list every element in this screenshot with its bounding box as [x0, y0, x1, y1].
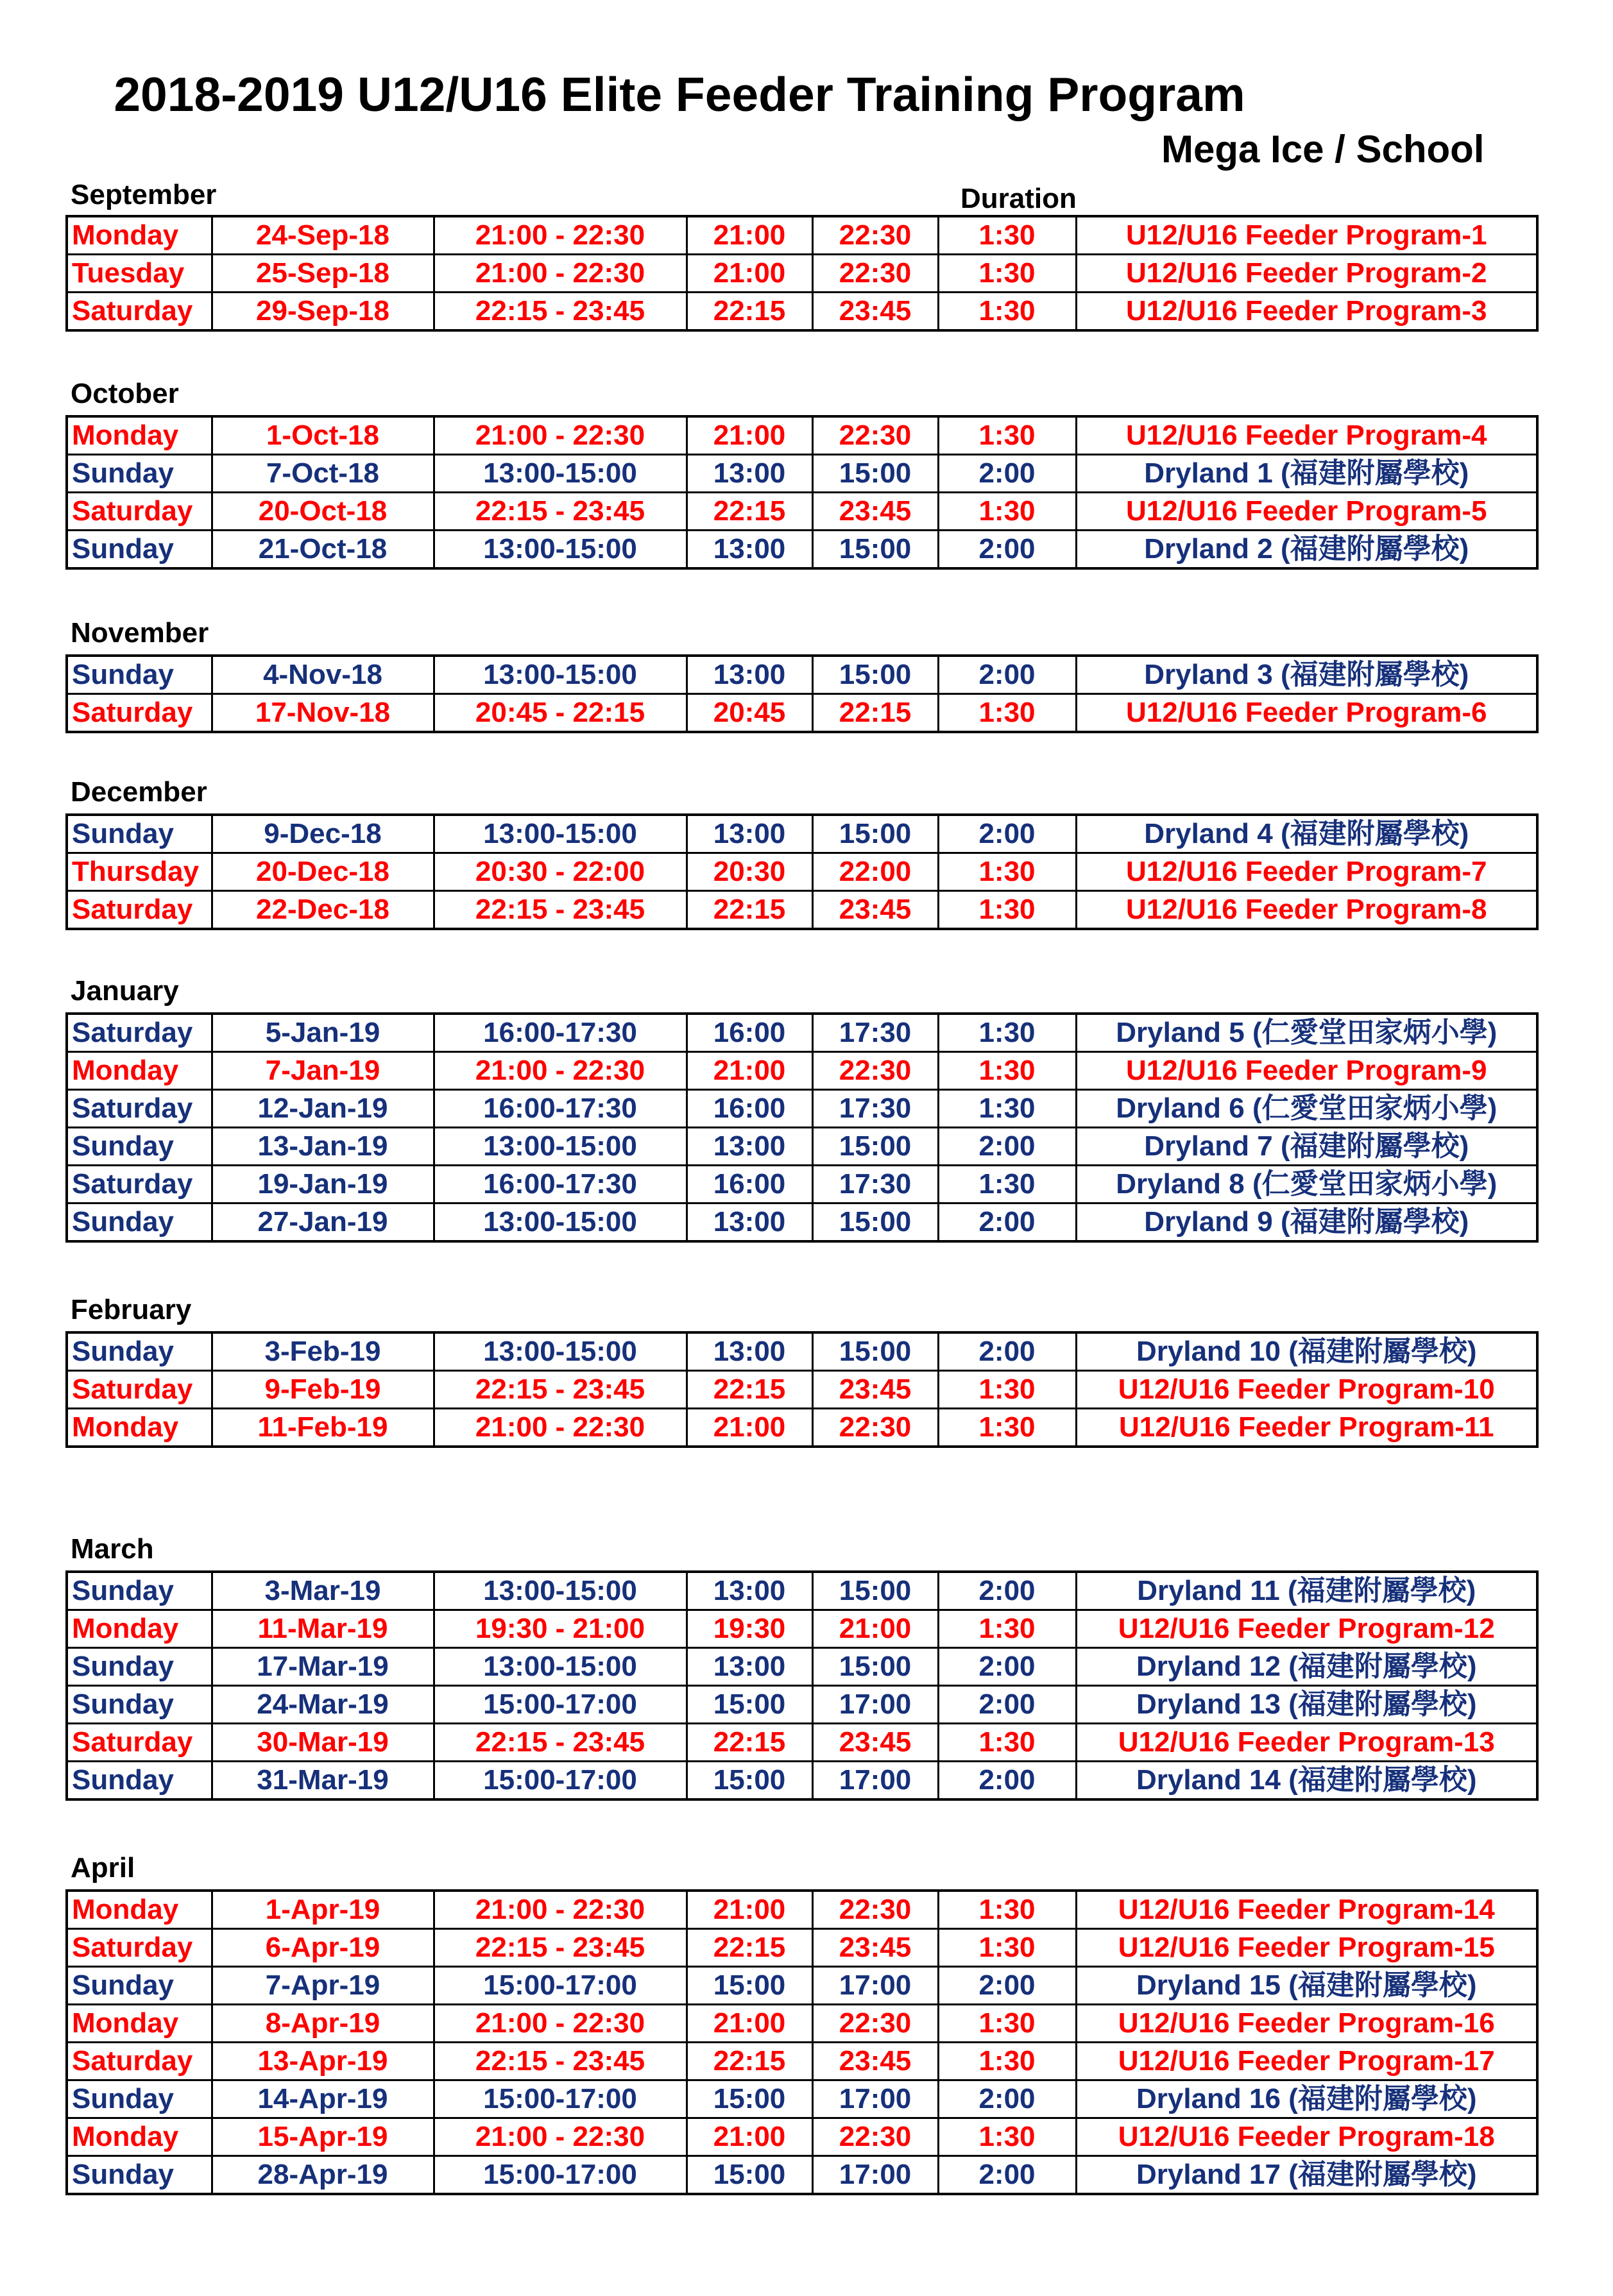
schedule-row	[67, 1967, 1537, 2005]
schedule-row	[67, 853, 1537, 891]
start-time-cell: 22:15	[687, 2043, 812, 2080]
duration-cell: 2:00	[938, 1128, 1076, 1166]
time-range-cell: 13:00-15:00	[434, 656, 687, 694]
duration-cell: 2:00	[938, 1648, 1076, 1686]
session-cell: U12/U16 Feeder Program-7	[1076, 853, 1537, 891]
schedule-row	[67, 1572, 1537, 1610]
schedule-row	[67, 815, 1537, 853]
duration-cell: 1:30	[938, 293, 1076, 331]
schedule-row	[67, 1203, 1537, 1242]
end-time-cell: 22:15	[812, 694, 938, 733]
time-range-cell: 15:00-17:00	[434, 1762, 687, 1800]
time-range-cell: 21:00 - 22:30	[434, 1409, 687, 1447]
time-range-cell: 21:00 - 22:30	[434, 416, 687, 455]
session-cell: U12/U16 Feeder Program-13	[1076, 1724, 1537, 1762]
session-cell: U12/U16 Feeder Program-14	[1076, 1891, 1537, 1929]
time-range-cell: 16:00-17:30	[434, 1014, 687, 1052]
start-time-cell: 19:30	[687, 1610, 812, 1648]
schedule-row	[67, 1929, 1537, 1967]
month-label-april: April	[71, 1852, 135, 1884]
session-cell: U12/U16 Feeder Program-6	[1076, 694, 1537, 733]
duration-cell: 1:30	[938, 1929, 1076, 1967]
session-cell: U12/U16 Feeder Program-9	[1076, 1052, 1537, 1090]
start-time-cell: 20:45	[687, 694, 812, 733]
date-cell: 13-Jan-19	[212, 1128, 434, 1166]
date-cell: 9-Feb-19	[212, 1371, 434, 1409]
start-time-cell: 22:15	[687, 493, 812, 531]
session-cell: Dryland 2 (福建附屬學校)	[1076, 531, 1537, 569]
duration-cell: 2:00	[938, 815, 1076, 853]
day-cell: Saturday	[67, 2043, 212, 2080]
schedule-row	[67, 1724, 1537, 1762]
day-cell: Monday	[67, 416, 212, 455]
start-time-cell: 21:00	[687, 2118, 812, 2156]
end-time-cell: 17:30	[812, 1014, 938, 1052]
end-time-cell: 22:30	[812, 1052, 938, 1090]
session-cell: U12/U16 Feeder Program-11	[1076, 1409, 1537, 1447]
time-range-cell: 13:00-15:00	[434, 815, 687, 853]
session-cell: Dryland 17 (福建附屬學校)	[1076, 2156, 1537, 2195]
start-time-cell: 13:00	[687, 1648, 812, 1686]
schedule-row	[67, 1891, 1537, 1929]
schedule-row	[67, 416, 1537, 455]
date-cell: 7-Oct-18	[212, 455, 434, 493]
end-time-cell: 22:30	[812, 216, 938, 255]
day-cell: Sunday	[67, 1648, 212, 1686]
end-time-cell: 15:00	[812, 1332, 938, 1371]
end-time-cell: 22:00	[812, 853, 938, 891]
time-range-cell: 15:00-17:00	[434, 1967, 687, 2005]
duration-cell: 2:00	[938, 1572, 1076, 1610]
duration-cell: 1:30	[938, 891, 1076, 930]
session-cell: Dryland 3 (福建附屬學校)	[1076, 656, 1537, 694]
day-cell: Sunday	[67, 531, 212, 569]
end-time-cell: 17:30	[812, 1166, 938, 1203]
schedule-row	[67, 891, 1537, 930]
schedule-row	[67, 1014, 1537, 1052]
session-cell: U12/U16 Feeder Program-8	[1076, 891, 1537, 930]
schedule-table-march	[65, 1570, 1539, 1801]
session-cell: Dryland 11 (福建附屬學校)	[1076, 1572, 1537, 1610]
schedule-table-february	[65, 1331, 1539, 1448]
schedule-row	[67, 1371, 1537, 1409]
session-cell: Dryland 4 (福建附屬學校)	[1076, 815, 1537, 853]
date-cell: 21-Oct-18	[212, 531, 434, 569]
end-time-cell: 15:00	[812, 1648, 938, 1686]
session-cell: Dryland 12 (福建附屬學校)	[1076, 1648, 1537, 1686]
session-cell: Dryland 1 (福建附屬學校)	[1076, 455, 1537, 493]
time-range-cell: 21:00 - 22:30	[434, 216, 687, 255]
time-range-cell: 22:15 - 23:45	[434, 1371, 687, 1409]
duration-cell: 2:00	[938, 1686, 1076, 1724]
date-cell: 3-Feb-19	[212, 1332, 434, 1371]
date-cell: 14-Apr-19	[212, 2080, 434, 2118]
time-range-cell: 21:00 - 22:30	[434, 255, 687, 293]
start-time-cell: 15:00	[687, 2156, 812, 2195]
schedule-table-january	[65, 1012, 1539, 1243]
duration-cell: 2:00	[938, 455, 1076, 493]
day-cell: Monday	[67, 2118, 212, 2156]
duration-column-label: Duration	[960, 183, 1077, 214]
date-cell: 3-Mar-19	[212, 1572, 434, 1610]
start-time-cell: 21:00	[687, 2005, 812, 2043]
duration-cell: 1:30	[938, 255, 1076, 293]
session-cell: Dryland 15 (福建附屬學校)	[1076, 1967, 1537, 2005]
month-label-january: January	[71, 975, 179, 1007]
session-cell: U12/U16 Feeder Program-15	[1076, 1929, 1537, 1967]
duration-cell: 2:00	[938, 1203, 1076, 1242]
end-time-cell: 17:30	[812, 1090, 938, 1128]
schedule-row	[67, 1686, 1537, 1724]
duration-cell: 1:30	[938, 853, 1076, 891]
month-label-october: October	[71, 378, 179, 409]
schedule-row	[67, 2080, 1537, 2118]
schedule-table-october	[65, 415, 1539, 570]
time-range-cell: 22:15 - 23:45	[434, 891, 687, 930]
day-cell: Monday	[67, 1052, 212, 1090]
date-cell: 28-Apr-19	[212, 2156, 434, 2195]
session-cell: U12/U16 Feeder Program-2	[1076, 255, 1537, 293]
start-time-cell: 13:00	[687, 455, 812, 493]
day-cell: Sunday	[67, 1762, 212, 1800]
schedule-row	[67, 2043, 1537, 2080]
time-range-cell: 22:15 - 23:45	[434, 1724, 687, 1762]
date-cell: 11-Mar-19	[212, 1610, 434, 1648]
day-cell: Tuesday	[67, 255, 212, 293]
schedule-row	[67, 531, 1537, 569]
schedule-table-november	[65, 654, 1539, 733]
end-time-cell: 15:00	[812, 815, 938, 853]
session-cell: Dryland 13 (福建附屬學校)	[1076, 1686, 1537, 1724]
session-cell: U12/U16 Feeder Program-5	[1076, 493, 1537, 531]
session-cell: Dryland 14 (福建附屬學校)	[1076, 1762, 1537, 1800]
date-cell: 24-Sep-18	[212, 216, 434, 255]
start-time-cell: 16:00	[687, 1166, 812, 1203]
start-time-cell: 21:00	[687, 1052, 812, 1090]
day-cell: Monday	[67, 216, 212, 255]
time-range-cell: 13:00-15:00	[434, 1203, 687, 1242]
date-cell: 11-Feb-19	[212, 1409, 434, 1447]
end-time-cell: 23:45	[812, 1371, 938, 1409]
schedule-row	[67, 1166, 1537, 1203]
day-cell: Monday	[67, 1891, 212, 1929]
duration-cell: 1:30	[938, 1724, 1076, 1762]
time-range-cell: 22:15 - 23:45	[434, 1929, 687, 1967]
start-time-cell: 13:00	[687, 656, 812, 694]
time-range-cell: 21:00 - 22:30	[434, 1052, 687, 1090]
schedule-row	[67, 293, 1537, 331]
end-time-cell: 17:00	[812, 1762, 938, 1800]
end-time-cell: 22:30	[812, 416, 938, 455]
end-time-cell: 15:00	[812, 531, 938, 569]
time-range-cell: 13:00-15:00	[434, 1572, 687, 1610]
end-time-cell: 23:45	[812, 493, 938, 531]
time-range-cell: 21:00 - 22:30	[434, 2118, 687, 2156]
start-time-cell: 13:00	[687, 1572, 812, 1610]
day-cell: Saturday	[67, 1090, 212, 1128]
start-time-cell: 16:00	[687, 1090, 812, 1128]
end-time-cell: 22:30	[812, 1891, 938, 1929]
schedule-row	[67, 255, 1537, 293]
month-label-december: December	[71, 776, 207, 808]
end-time-cell: 15:00	[812, 1128, 938, 1166]
start-time-cell: 20:30	[687, 853, 812, 891]
session-cell: U12/U16 Feeder Program-12	[1076, 1610, 1537, 1648]
end-time-cell: 22:30	[812, 1409, 938, 1447]
start-time-cell: 13:00	[687, 815, 812, 853]
end-time-cell: 23:45	[812, 293, 938, 331]
day-cell: Sunday	[67, 1203, 212, 1242]
day-cell: Sunday	[67, 1332, 212, 1371]
date-cell: 6-Apr-19	[212, 1929, 434, 1967]
schedule-row	[67, 1409, 1537, 1447]
page-title: 2018-2019 U12/U16 Elite Feeder Training Program	[114, 67, 1245, 121]
schedule-row	[67, 1648, 1537, 1686]
start-time-cell: 13:00	[687, 531, 812, 569]
end-time-cell: 21:00	[812, 1610, 938, 1648]
schedule-row	[67, 1332, 1537, 1371]
session-cell: Dryland 5 (仁愛堂田家炳小學)	[1076, 1014, 1537, 1052]
schedule-row	[67, 2005, 1537, 2043]
start-time-cell: 21:00	[687, 216, 812, 255]
duration-cell: 1:30	[938, 2118, 1076, 2156]
date-cell: 17-Mar-19	[212, 1648, 434, 1686]
duration-cell: 1:30	[938, 1409, 1076, 1447]
end-time-cell: 23:45	[812, 891, 938, 930]
session-cell: U12/U16 Feeder Program-10	[1076, 1371, 1537, 1409]
date-cell: 8-Apr-19	[212, 2005, 434, 2043]
time-range-cell: 13:00-15:00	[434, 531, 687, 569]
start-time-cell: 13:00	[687, 1203, 812, 1242]
duration-cell: 1:30	[938, 1090, 1076, 1128]
session-cell: U12/U16 Feeder Program-18	[1076, 2118, 1537, 2156]
day-cell: Saturday	[67, 1724, 212, 1762]
end-time-cell: 22:30	[812, 255, 938, 293]
day-cell: Sunday	[67, 1967, 212, 2005]
start-time-cell: 22:15	[687, 293, 812, 331]
month-label-september: September	[71, 179, 217, 210]
month-label-february: February	[71, 1294, 192, 1325]
end-time-cell: 22:30	[812, 2005, 938, 2043]
time-range-cell: 15:00-17:00	[434, 2156, 687, 2195]
schedule-row	[67, 2118, 1537, 2156]
end-time-cell: 22:30	[812, 2118, 938, 2156]
start-time-cell: 22:15	[687, 1929, 812, 1967]
end-time-cell: 23:45	[812, 1929, 938, 1967]
day-cell: Sunday	[67, 1128, 212, 1166]
start-time-cell: 15:00	[687, 1967, 812, 2005]
day-cell: Saturday	[67, 891, 212, 930]
time-range-cell: 21:00 - 22:30	[434, 2005, 687, 2043]
day-cell: Saturday	[67, 293, 212, 331]
time-range-cell: 21:00 - 22:30	[434, 1891, 687, 1929]
end-time-cell: 15:00	[812, 1572, 938, 1610]
session-cell: U12/U16 Feeder Program-17	[1076, 2043, 1537, 2080]
schedule-row	[67, 493, 1537, 531]
time-range-cell: 22:15 - 23:45	[434, 2043, 687, 2080]
session-cell: Dryland 7 (福建附屬學校)	[1076, 1128, 1537, 1166]
date-cell: 15-Apr-19	[212, 2118, 434, 2156]
duration-cell: 1:30	[938, 694, 1076, 733]
day-cell: Monday	[67, 1610, 212, 1648]
day-cell: Saturday	[67, 1014, 212, 1052]
date-cell: 5-Jan-19	[212, 1014, 434, 1052]
duration-cell: 2:00	[938, 1332, 1076, 1371]
date-cell: 22-Dec-18	[212, 891, 434, 930]
session-cell: Dryland 6 (仁愛堂田家炳小學)	[1076, 1090, 1537, 1128]
start-time-cell: 21:00	[687, 416, 812, 455]
duration-cell: 1:30	[938, 493, 1076, 531]
schedule-row	[67, 1128, 1537, 1166]
time-range-cell: 16:00-17:30	[434, 1090, 687, 1128]
schedule-row	[67, 694, 1537, 733]
session-cell: Dryland 10 (福建附屬學校)	[1076, 1332, 1537, 1371]
day-cell: Saturday	[67, 493, 212, 531]
duration-cell: 1:30	[938, 2043, 1076, 2080]
end-time-cell: 15:00	[812, 656, 938, 694]
month-label-november: November	[71, 617, 209, 649]
date-cell: 31-Mar-19	[212, 1762, 434, 1800]
time-range-cell: 15:00-17:00	[434, 1686, 687, 1724]
start-time-cell: 22:15	[687, 1724, 812, 1762]
duration-cell: 2:00	[938, 1762, 1076, 1800]
schedule-row	[67, 216, 1537, 255]
duration-cell: 1:30	[938, 1371, 1076, 1409]
schedule-row	[67, 455, 1537, 493]
start-time-cell: 13:00	[687, 1332, 812, 1371]
duration-cell: 1:30	[938, 1610, 1076, 1648]
start-time-cell: 13:00	[687, 1128, 812, 1166]
schedule-row	[67, 656, 1537, 694]
end-time-cell: 17:00	[812, 1686, 938, 1724]
duration-cell: 1:30	[938, 1891, 1076, 1929]
duration-cell: 2:00	[938, 2080, 1076, 2118]
date-cell: 13-Apr-19	[212, 2043, 434, 2080]
date-cell: 7-Jan-19	[212, 1052, 434, 1090]
day-cell: Sunday	[67, 815, 212, 853]
start-time-cell: 22:15	[687, 891, 812, 930]
end-time-cell: 17:00	[812, 2080, 938, 2118]
day-cell: Sunday	[67, 656, 212, 694]
time-range-cell: 22:15 - 23:45	[434, 493, 687, 531]
schedule-row	[67, 1052, 1537, 1090]
day-cell: Saturday	[67, 694, 212, 733]
time-range-cell: 13:00-15:00	[434, 1332, 687, 1371]
date-cell: 29-Sep-18	[212, 293, 434, 331]
start-time-cell: 15:00	[687, 2080, 812, 2118]
time-range-cell: 16:00-17:30	[434, 1166, 687, 1203]
day-cell: Sunday	[67, 1572, 212, 1610]
date-cell: 25-Sep-18	[212, 255, 434, 293]
end-time-cell: 15:00	[812, 1203, 938, 1242]
session-cell: Dryland 8 (仁愛堂田家炳小學)	[1076, 1166, 1537, 1203]
date-cell: 1-Apr-19	[212, 1891, 434, 1929]
session-cell: Dryland 16 (福建附屬學校)	[1076, 2080, 1537, 2118]
date-cell: 4-Nov-18	[212, 656, 434, 694]
time-range-cell: 20:45 - 22:15	[434, 694, 687, 733]
date-cell: 7-Apr-19	[212, 1967, 434, 2005]
duration-cell: 1:30	[938, 1052, 1076, 1090]
venue-subtitle: Mega Ice / School	[1161, 128, 1485, 171]
date-cell: 30-Mar-19	[212, 1724, 434, 1762]
duration-cell: 2:00	[938, 656, 1076, 694]
start-time-cell: 21:00	[687, 255, 812, 293]
duration-cell: 1:30	[938, 1166, 1076, 1203]
day-cell: Monday	[67, 2005, 212, 2043]
day-cell: Saturday	[67, 1371, 212, 1409]
start-time-cell: 15:00	[687, 1686, 812, 1724]
day-cell: Sunday	[67, 1686, 212, 1724]
time-range-cell: 15:00-17:00	[434, 2080, 687, 2118]
end-time-cell: 23:45	[812, 2043, 938, 2080]
date-cell: 9-Dec-18	[212, 815, 434, 853]
time-range-cell: 13:00-15:00	[434, 1648, 687, 1686]
start-time-cell: 21:00	[687, 1891, 812, 1929]
day-cell: Saturday	[67, 1929, 212, 1967]
schedule-row	[67, 2156, 1537, 2195]
end-time-cell: 17:00	[812, 2156, 938, 2195]
end-time-cell: 23:45	[812, 1724, 938, 1762]
day-cell: Thursday	[67, 853, 212, 891]
start-time-cell: 16:00	[687, 1014, 812, 1052]
time-range-cell: 22:15 - 23:45	[434, 293, 687, 331]
start-time-cell: 21:00	[687, 1409, 812, 1447]
time-range-cell: 20:30 - 22:00	[434, 853, 687, 891]
duration-cell: 1:30	[938, 216, 1076, 255]
session-cell: U12/U16 Feeder Program-3	[1076, 293, 1537, 331]
month-label-march: March	[71, 1533, 154, 1565]
date-cell: 20-Oct-18	[212, 493, 434, 531]
schedule-table-april	[65, 1889, 1539, 2195]
date-cell: 24-Mar-19	[212, 1686, 434, 1724]
duration-cell: 1:30	[938, 1014, 1076, 1052]
schedule-row	[67, 1762, 1537, 1800]
duration-cell: 2:00	[938, 2156, 1076, 2195]
start-time-cell: 15:00	[687, 1762, 812, 1800]
date-cell: 12-Jan-19	[212, 1090, 434, 1128]
session-cell: U12/U16 Feeder Program-4	[1076, 416, 1537, 455]
date-cell: 19-Jan-19	[212, 1166, 434, 1203]
duration-cell: 1:30	[938, 416, 1076, 455]
day-cell: Sunday	[67, 455, 212, 493]
date-cell: 1-Oct-18	[212, 416, 434, 455]
date-cell: 20-Dec-18	[212, 853, 434, 891]
day-cell: Saturday	[67, 1166, 212, 1203]
end-time-cell: 15:00	[812, 455, 938, 493]
duration-cell: 2:00	[938, 1967, 1076, 2005]
start-time-cell: 22:15	[687, 1371, 812, 1409]
day-cell: Sunday	[67, 2156, 212, 2195]
time-range-cell: 19:30 - 21:00	[434, 1610, 687, 1648]
time-range-cell: 13:00-15:00	[434, 455, 687, 493]
date-cell: 17-Nov-18	[212, 694, 434, 733]
time-range-cell: 13:00-15:00	[434, 1128, 687, 1166]
session-cell: U12/U16 Feeder Program-16	[1076, 2005, 1537, 2043]
date-cell: 27-Jan-19	[212, 1203, 434, 1242]
day-cell: Monday	[67, 1409, 212, 1447]
session-cell: U12/U16 Feeder Program-1	[1076, 216, 1537, 255]
end-time-cell: 17:00	[812, 1967, 938, 2005]
session-cell: Dryland 9 (福建附屬學校)	[1076, 1203, 1537, 1242]
duration-cell: 1:30	[938, 2005, 1076, 2043]
schedule-table-december	[65, 813, 1539, 930]
day-cell: Sunday	[67, 2080, 212, 2118]
schedule-table-september	[65, 215, 1539, 332]
schedule-row	[67, 1610, 1537, 1648]
duration-cell: 2:00	[938, 531, 1076, 569]
schedule-row	[67, 1090, 1537, 1128]
